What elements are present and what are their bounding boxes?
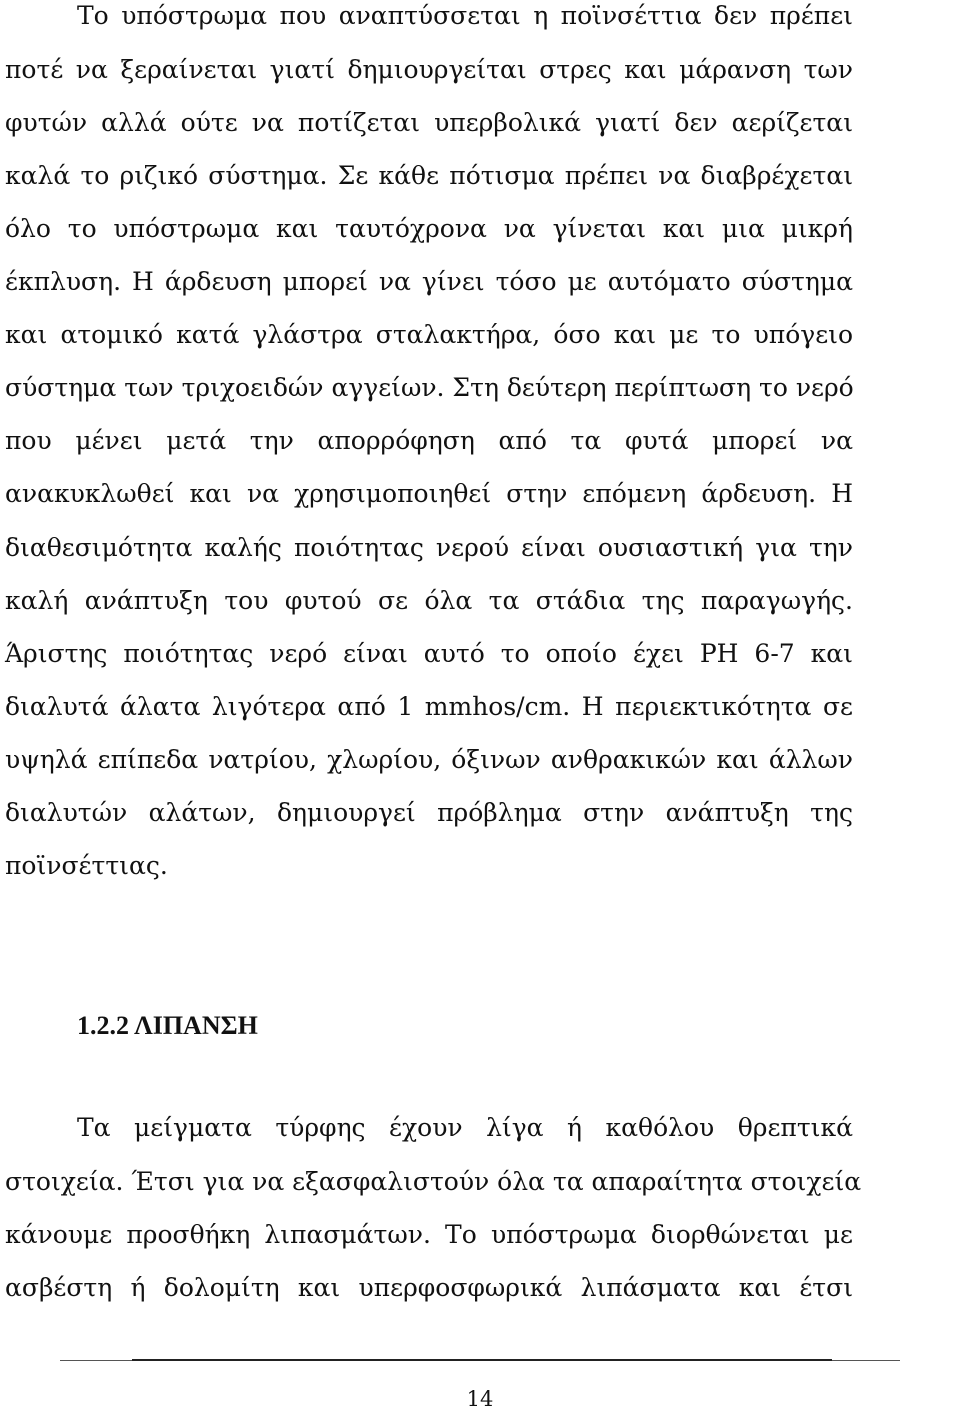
text-line: φυτών αλλά ούτε να ποτίζεται υπερβολικά γιατί δεν αερίζεται [5,108,853,137]
text-line: στοιχεία. Έτσι για να εξασφαλιστούν όλα τα απαραίτητα στοιχεία [5,1167,862,1196]
text-line: υψηλά επίπεδα νατρίου, χλωρίου, όξινων ανθρακικών και άλλων [5,745,853,774]
text-line: έκπλυση. Η άρδευση μπορεί να γίνει τόσο με αυτόματο σύστημα [5,267,853,296]
text-line: και ατομικό κατά γλάστρα σταλακτήρα, όσο και με το υπόγειο [5,320,853,349]
page-number: 14 [466,1387,494,1411]
text-line: Το υπόστρωμα που αναπτύσσεται η ποϊνσέττια δεν πρέπει [77,1,853,30]
text-line: ποϊνσέττιας. [5,851,168,880]
section-heading: 1.2.2 ΛΙΠΑΝΣΗ [77,1011,258,1040]
text-line: καλή ανάπτυξη του φυτού σε όλα τα στάδια της παραγωγής. [5,586,853,615]
text-line: ασβέστη ή δολομίτη και υπερφοσφωρικά λιπάσματα και έτσι [5,1273,853,1302]
text-line: σύστημα των τριχοειδών αγγείων. Στη δεύτερη περίπτωση το νερό [5,373,854,402]
text-line: καλά το ριζικό σύστημα. Σε κάθε πότισμα πρέπει να διαβρέχεται [5,161,853,190]
text-line: διαθεσιμότητα καλής ποιότητας νερού είναι ουσιαστική για την [5,533,853,562]
text-line: διαλυτών αλάτων, δημιουργεί πρόβλημα στην ανάπτυξη της [5,798,853,827]
footer-rule-accent [132,1359,832,1361]
text-line: ανακυκλωθεί και να χρησιμοποιηθεί στην επόμενη άρδευση. Η [5,479,853,508]
text-line: κάνουμε προσθήκη λιπασμάτων. Το υπόστρωμα διορθώνεται με [5,1220,853,1249]
text-line: ποτέ να ξεραίνεται γιατί δημιουργείται στρες και μάρανση των [5,55,853,84]
text-line: Τα μείγματα τύρφης έχουν λίγα ή καθόλου θρεπτικά [77,1113,853,1142]
text-line: Άριστης ποιότητας νερό είναι αυτό το οποίο έχει PH 6-7 και [5,639,853,668]
text-line: όλο το υπόστρωμα και ταυτόχρονα να γίνεται και μια μικρή [5,214,853,243]
text-line: διαλυτά άλατα λιγότερα από 1 mmhos/cm. Η περιεκτικότητα σε [5,692,853,721]
text-line: που μένει μετά την απορρόφηση από τα φυτά μπορεί να [5,426,853,455]
